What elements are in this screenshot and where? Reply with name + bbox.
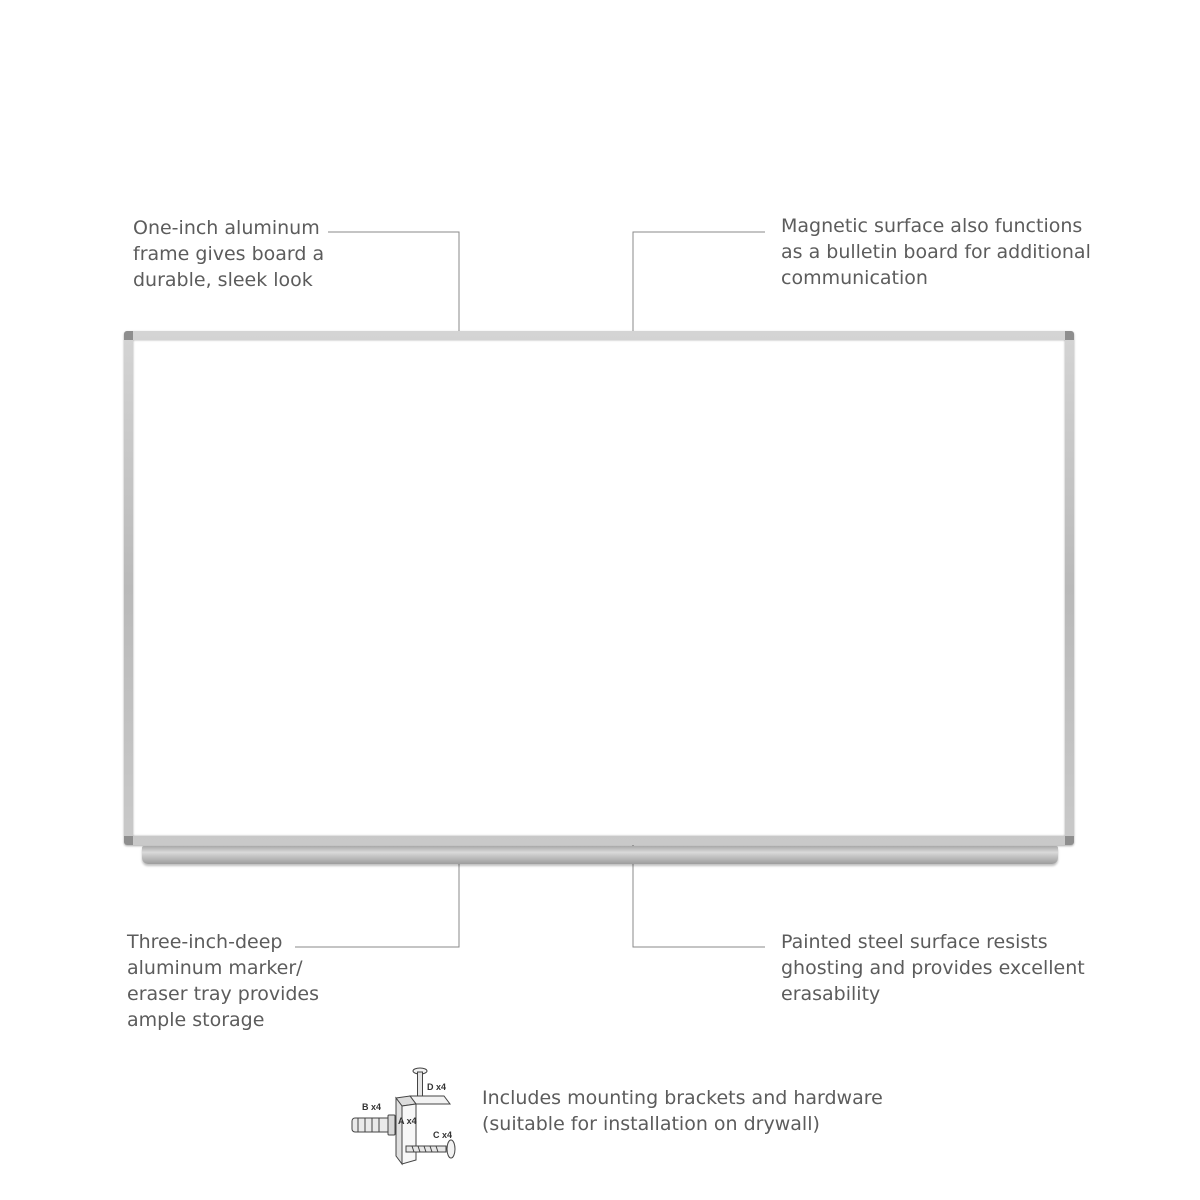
callout-line: Magnetic surface also functions <box>781 215 1083 237</box>
callout-line: aluminum marker/ <box>127 957 303 979</box>
callout-line: Painted steel surface resists <box>781 931 1048 953</box>
callout-steel-surface <box>781 929 1085 1007</box>
callout-line: erasability <box>781 983 881 1005</box>
callout-line: One-inch aluminum <box>133 217 320 239</box>
callout-line: frame gives board a <box>133 243 325 265</box>
callout-magnetic-surface <box>781 213 1091 291</box>
callout-marker-tray <box>127 929 319 1033</box>
frame-corner-top-right <box>1065 331 1074 340</box>
callout-line: as a bulletin board for additional <box>781 241 1091 263</box>
screw-c-head-icon <box>447 1140 455 1158</box>
hardware-label-b: B x4 <box>362 1102 382 1112</box>
hardware-label-d: D x4 <box>427 1082 447 1092</box>
leader-line-bottom-left <box>295 862 459 947</box>
marker-tray <box>142 846 1058 864</box>
callout-line: ghosting and provides excellent <box>781 957 1085 979</box>
callout-hardware <box>482 1085 883 1137</box>
bracket-a-icon <box>410 1096 450 1104</box>
callout-line: ample storage <box>127 1009 265 1031</box>
callout-line: (suitable for installation on drywall) <box>482 1113 820 1135</box>
callout-line: Includes mounting brackets and hardware <box>482 1087 883 1109</box>
callout-line: Three-inch-deep <box>127 931 283 953</box>
callout-line: durable, sleek look <box>133 269 313 291</box>
mounting-hardware-illustration <box>340 1060 470 1170</box>
whiteboard-frame <box>124 331 1074 845</box>
callout-line: eraser tray provides <box>127 983 320 1005</box>
callout-line: communication <box>781 267 928 289</box>
frame-corner-bottom-right <box>1065 836 1074 845</box>
frame-corner-top-left <box>124 331 133 340</box>
hardware-label-c: C x4 <box>433 1130 453 1140</box>
leader-line-top-left <box>328 232 459 334</box>
whiteboard-surface <box>133 340 1065 836</box>
callout-frame <box>133 215 324 293</box>
hardware-label-a: A x4 <box>398 1116 417 1126</box>
frame-corner-bottom-left <box>124 836 133 845</box>
